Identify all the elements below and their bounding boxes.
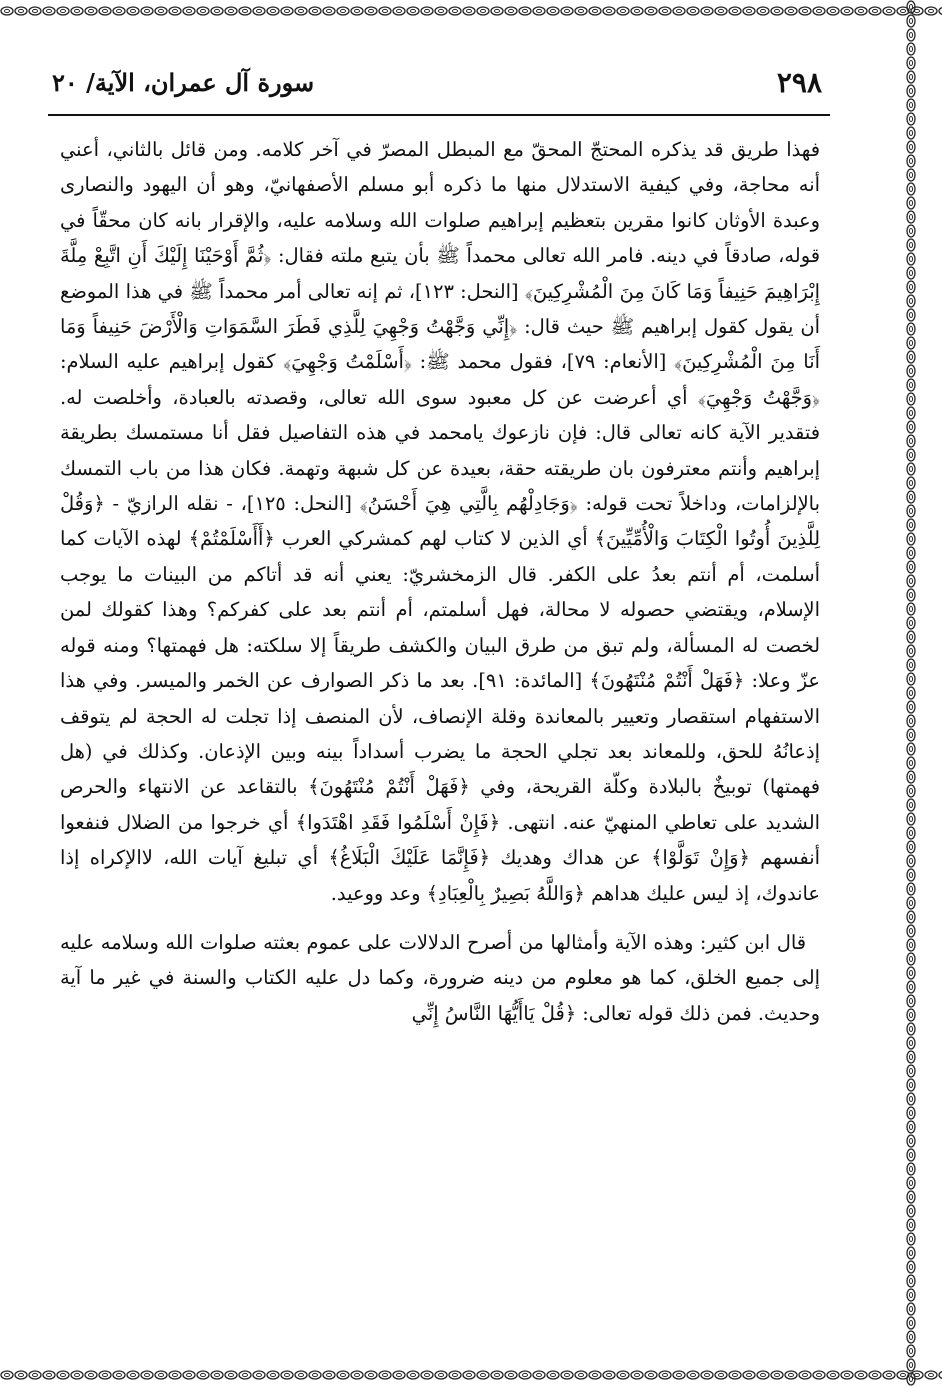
ornamental-border-top — [0, 4, 942, 18]
header-rule — [48, 114, 830, 116]
ornamental-border-bottom — [0, 1368, 942, 1382]
paragraph-1: فهذا طريق قد يذكره المحتجّ المحقّ مع المبطل المصرّ في آخر كلامه. ومن قائل بالثاني، أعني أنه محاجة، وفي كيفية الاستدلال منها ما ذكره أبو مسلم الأصفهانيّ، وهو أن اليهود والنصارى وعبدة الأوثان كانوا مقرين بتعظيم إبراهيم صلوات الله وسلامه عليه، والإقرار بانه كان محقّاً في قوله، صادقاً في دينه. فامر الله تعالى محمداً ﷺ بأن يتبع ملته فقال: ﴿ثُمَّ أَوْحَيْنَا إِلَيْكَ أَنِ اتَّبِعْ مِلَّةَ إِبْرَاهِيمَ حَنِيفاً وَمَا كَانَ مِنَ الْمُشْرِكِينَ﴾ [النحل: ١٢٣]، ثم إنه تعالى أمر محمداً ﷺ في هذا الموضع أن يقول كقول إبراهيم ﷺ حيث قال: ﴿إِنِّي وَجَّهْتُ وَجْهِيَ لِلَّذِي فَطَرَ السَّمَوَاتِ وَالْأَرْضَ حَنِيفاً وَمَا أَنَا مِنَ الْمُشْرِكِينَ﴾ [الأنعام: ٧٩]، فقول محمد ﷺ: ﴿أَسْلَمْتُ وَجْهِيَ﴾ كقول إبراهيم عليه السلام: ﴿وَجَّهْتُ وَجْهِيَ﴾ أي أعرضت عن كل معبود سوى الله تعالى، وقصدته بالعبادة، وأخلصت له. فتقدير الآية كانه تعالى قال: فإن نازعوك يامحمد في هذه التفاصيل فقل أنا مستمسك بطريقة إبراهيم وأنتم معترفون بان طريقته حقة، بعيدة عن كل شبهة وتهمة. فكان هذا من باب التمسك بالإلزامات، وداخلاً تحت قوله: ﴿وَجَادِلْهُم بِالَّتِي هِيَ أَحْسَنُ﴾ [النحل: ١٢٥]، - نقله الرازيّ - ﴿وَقُلْ لِلَّذِينَ أُوتُوا الْكِتَابَ وَالْأُمِّيِّينَ﴾ أي الذين لا كتاب لهم كمشركي العرب ﴿أَأَسْلَمْتُمْ﴾ لهذه الآيات كما أسلمت، أم أنتم بعدُ على الكفر. قال الزمخشريّ: يعني أنه قد أتاكم من البينات ما يوجب الإسلام، ويقتضي حصوله لا محالة، فهل أسلمتم، أم أنتم بعد على كفركم؟ وهذا كقولك لمن لخصت له المسألة، ولم تبق من طرق البيان والكشف طريقاً إلا سلكته: هل فهمتها؟ ومنه قوله عزّ وعلا: ﴿فَهَلْ أَنْتُمْ مُنْتَهُونَ﴾ [المائدة: ٩١]. بعد ما ذكر الصوارف عن الخمر والميسر. وفي هذا الاستفهام استقصار وتعيير بالمعاندة وقلة الإنصاف، لأن المنصف إذا تجلت له الحجة لم يتوقف إذعانُهُ للحق، وللمعاند بعد تجلي الحجة ما يضرب أسداداً بينه وبين الإذعان. وكذلك في (هل فهمتها) توبيخٌ بالبلادة وكلّة القريحة، وفي ﴿فَهَلْ أَنْتُمْ مُنْتَهُونَ﴾ بالتقاعد عن الانتهاء والحرص الشديد على تعاطي المنهيّ عنه. انتهى. ﴿فَإِنْ أَسْلَمُوا فَقَدِ اهْتَدَوا﴾ أي خرجوا من الضلال فنفعوا أنفسهم ﴿وَإِنْ تَوَلَّوْا﴾ عن هداك وهديك ﴿فَإِنَّمَا عَلَيْكَ الْبَلَاغُ﴾ أي تبليغ آيات الله، لاالإكراه إذا عاندوك، إذ ليس عليك هداهم ﴿وَاللَّهُ بَصِيرٌ بِالْعِبَادِ﴾ وعد ووعيد. — [60, 138, 820, 905]
ornamental-border-right — [904, 0, 918, 1386]
paragraph-2: قال ابن كثير: وهذه الآية وأمثالها من أصرح الدلالات على عموم بعثته صلوات الله وسلامه عليه إلى جميع الخلق، كما هو معلوم من دينه ضرورة، وكما دل عليه الكتاب والسنة في غير ما آية وحديث. فمن ذلك قوله تعالى: ﴿قُلْ يَاأَيُّهَا النَّاسُ إِنِّي — [60, 930, 820, 1025]
running-title: سورة آل عمران، الآية/ ٢٠ — [52, 68, 315, 97]
page-number: ٢٩٨ — [776, 66, 822, 99]
main-text — [60, 132, 820, 1031]
page-header — [52, 66, 822, 106]
